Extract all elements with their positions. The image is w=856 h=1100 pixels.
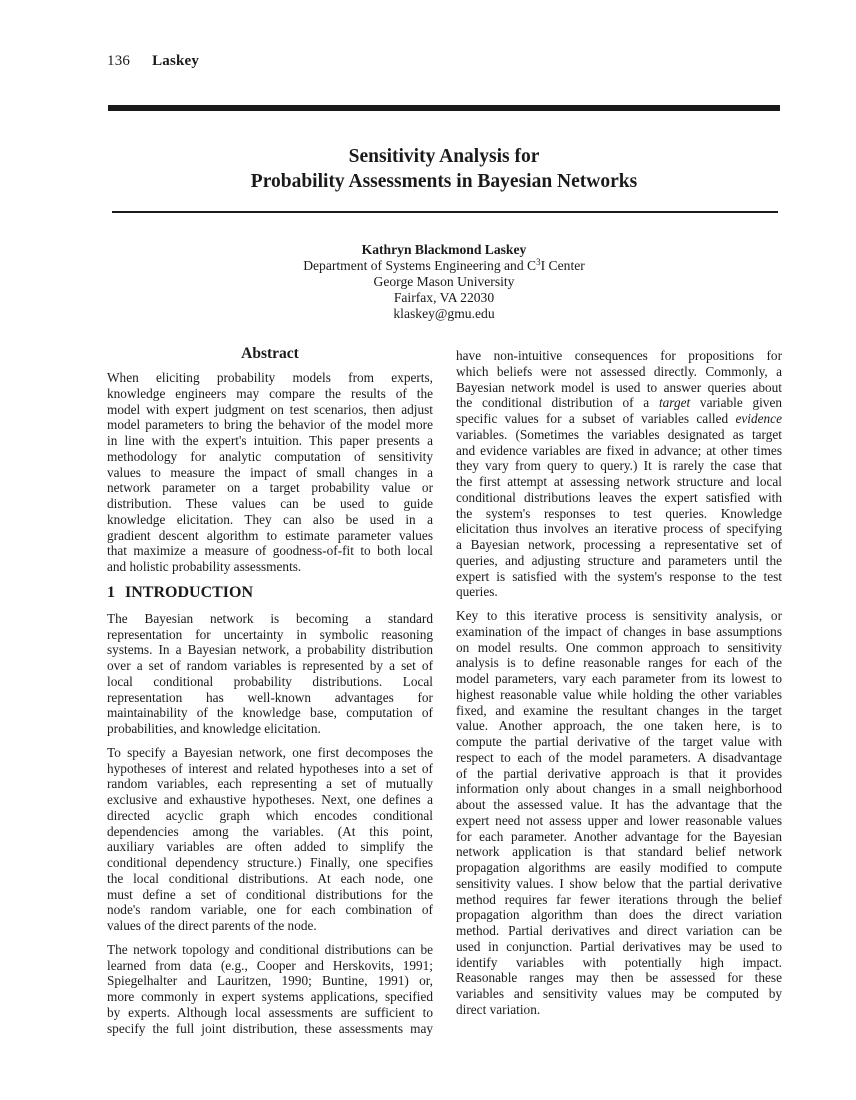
right-paragraph-1: have non-intuitive consequences for propositions for which beliefs were not assessed directly. Commonly, a Bayesian network model is used to answer queries about the conditional distribution of a target variable given specific values for a subset of variables called evidence variables. (Sometimes the variables designated as target and evidence variables are fixed in advance; at other times they vary from query to query.) It is rarely the case that the first attempt at assessing network structure and local conditional distributions leaves the expert satisfied with the system's responses to test queries. Knowledge elicitation thus involves an iterative process of specifying a Bayesian network, processing a representative set of queries, and adjusting structure and parameters until the expert is satisfied with the system's response to the test queries. bbox=[456, 348, 783, 600]
author-name: Kathryn Blackmond Laskey bbox=[361, 242, 527, 257]
top-thick-rule bbox=[108, 105, 780, 111]
running-head bbox=[107, 53, 199, 70]
title-line-2: Probability Assessments in Bayesian Networks bbox=[250, 171, 638, 192]
right-paragraph-2: Key to this iterative process is sensitivity analysis, or examination of the impact of changes in base assumptions on model results. One common approach to sensitivity analysis is to define reasonable ranges for each of the model parameters, vary each parameter from its lowest to highest reasonable value while holding the other variables fixed, and examine the resultant changes in the target value. Another approach, the one taken here, is to compute the partial derivative of the target value with respect to each of the model parameters. A disadvantage of the partial derivative approach is that it provides information only about changes in a small neighborhood about the assessed value. It has the advantage that the expert need not assess upper and lower reasonable values for each parameter. Another advantage for the Bayesian network application is that standard belief network propagation algorithms are easily modified to compute sensitivity values. I show below that the partial derivative method requires far fewer iterations through the belief propagation algorithm than does the direct variation method. Partial derivatives and direct variation can be used in conjunction. Partial derivatives may be used to identify variables with potentially high impact. Reasonable ranges may then be assessed for these variables and sensitivity values may be computed by direct variation. bbox=[456, 608, 782, 1017]
section-heading-introduction: 1 INTRODUCTION bbox=[107, 583, 254, 601]
author-department: Department of Systems Engineering and $C^3I$ Center bbox=[303, 257, 585, 273]
abstract-heading: Abstract bbox=[241, 345, 299, 362]
author-address: Fairfax, VA 22030 bbox=[393, 290, 495, 305]
author-email: klaskey@gmu.edu bbox=[393, 306, 495, 321]
running-head-author: Laskey bbox=[152, 53, 200, 69]
left-column bbox=[107, 344, 433, 1044]
intro-paragraph-1: The Bayesian network is becoming a standard representation for uncertainty in symbolic reasoning systems. In a Bayesian network, a probability distribution over a set of random variables is represented by a set of local conditional probability distributions. Local representation has well-known advantages for maintainability of the knowledge base, computation of probabilities, and knowledge elicitation. bbox=[107, 610, 433, 736]
title-line-1: Sensitivity Analysis for bbox=[348, 146, 540, 167]
page-number: 136 bbox=[107, 53, 131, 69]
intro-paragraph-3: The network topology and conditional distributions can be learned from data (e.g., Cooper and Herskovits, 1991; Spiegelhalter and Lauritzen, 1990; Buntine, 1991) or, more commonly in expert systems applications, specified by experts. Although local assessments are sufficient to specify the full joint distribution, these assessments may bbox=[107, 941, 433, 1036]
intro-paragraph-2: To specify a Bayesian network, one first decomposes the hypotheses of interest and related hypotheses into a set of random variables, each representing a set of mutually exclusive and exhaustive hypotheses. Next, one defines a directed acyclic graph which encodes conditional dependencies among the variables. (At this point, auxiliary variables are often added to simplify the conditional dependency structure.) Finally, one specifies the local conditional distributions. At each node, one must define a set of conditional distributions for the node's random variable, one for each combination of values of the direct parents of the node. bbox=[107, 744, 433, 933]
abstract-paragraph: When eliciting probability models from experts, knowledge engineers may compare the results of the model with expert judgment on test scenarios, then adjust model parameters to bring the behavior of the model more in line with the expert's intuition. This paper presents a methodology for analytic computation of sensitivity values to measure the impact of small changes in a network parameter on a target probability value or distribution. These values can be used to guide knowledge elicitation. They can also be used in a gradient descent algorithm to estimate parameter values that maximize a measure of goodness-of-fit to both local and holistic probability assessments. bbox=[107, 370, 433, 574]
paper-title bbox=[108, 144, 780, 194]
right-column bbox=[456, 348, 782, 1026]
author-university: George Mason University bbox=[373, 274, 515, 289]
author-block bbox=[200, 242, 688, 322]
title-underline-rule bbox=[112, 211, 778, 213]
